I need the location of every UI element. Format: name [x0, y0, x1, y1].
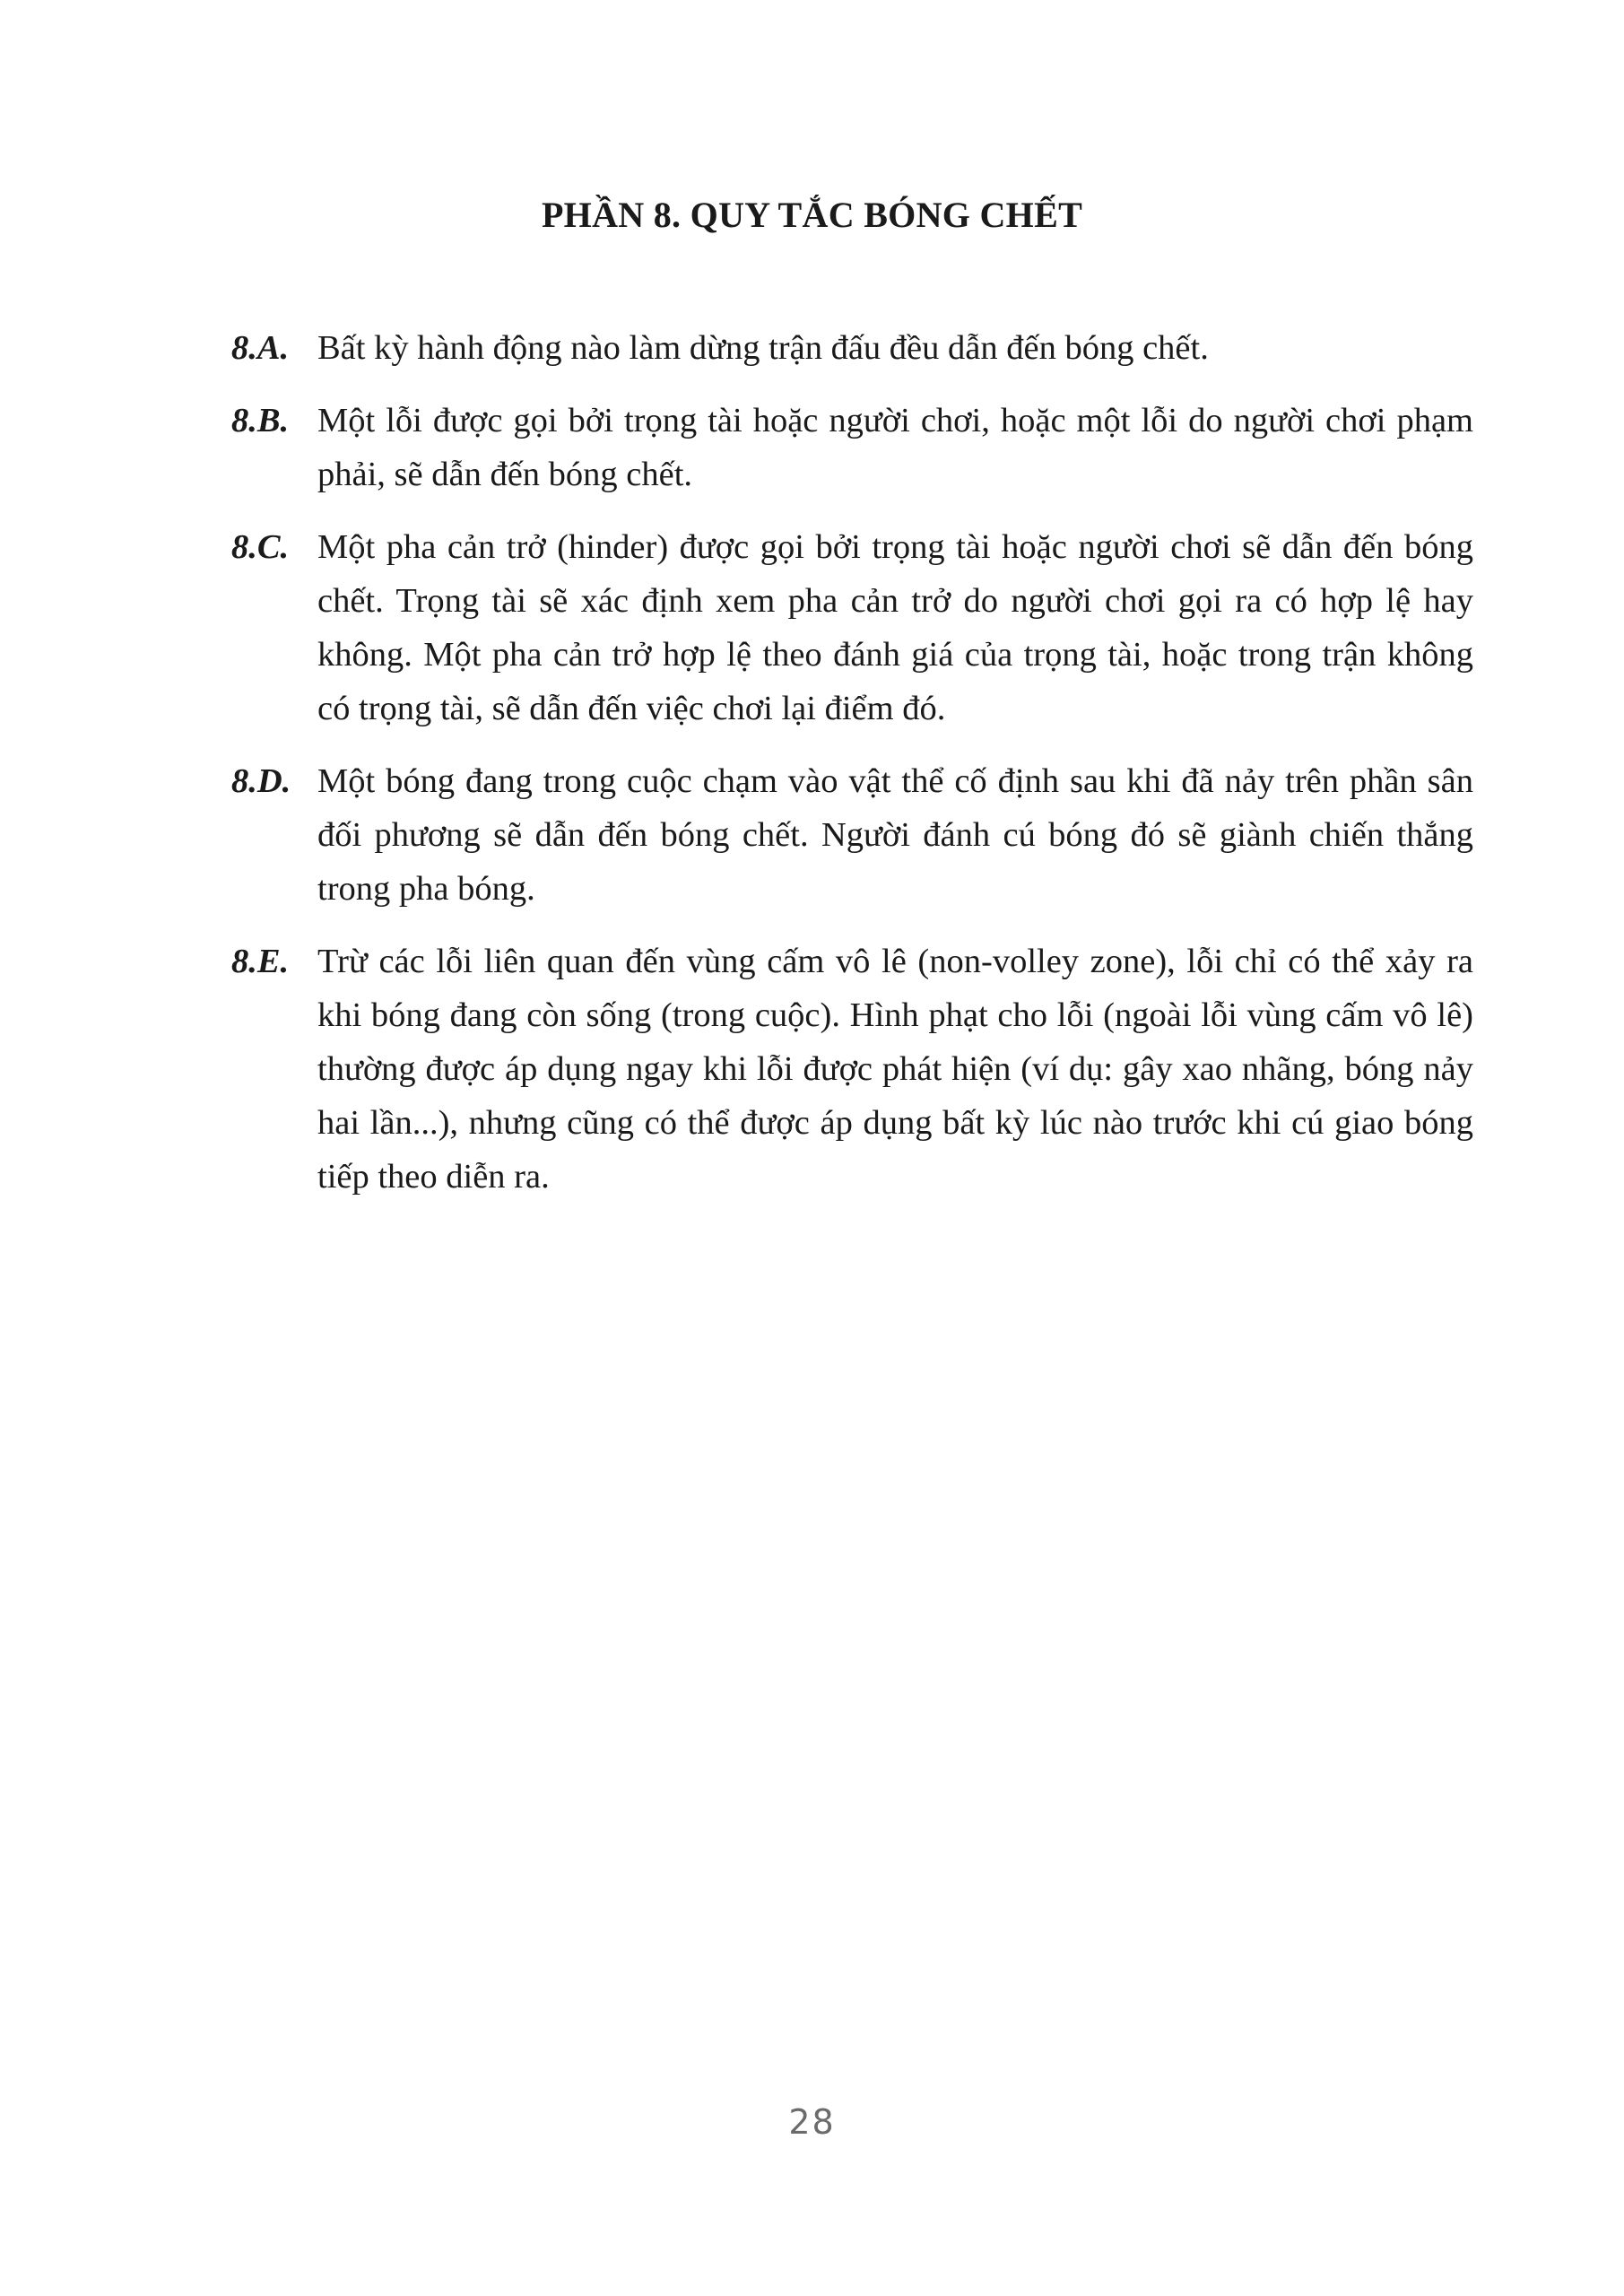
rule-label: 8.C. — [231, 528, 290, 566]
rule-8e — [231, 935, 1473, 1204]
rule-8b — [231, 394, 1473, 501]
rule-label: 8.E. — [231, 943, 290, 980]
rule-label: 8.D. — [231, 762, 291, 800]
page-number: 28 — [788, 2102, 836, 2142]
rule-text: Trừ các lỗi liên quan đến vùng cấm vô lê (non-volley zone), lỗi chỉ có thể xảy ra khi bóng đang còn sống (trong cuộc). Hình phạt cho lỗi (ngoài lỗi vùng cấm vô lê) thường được áp dụng ngay khi lỗi được phát hiện (ví dụ: gây xao nhãng, bóng nảy hai lần...), nhưng cũng có thể được áp dụng bất kỳ lúc nào trước khi cú giao bóng tiếp theo diễn ra. — [317, 943, 1473, 1196]
rules-list — [231, 321, 1473, 1222]
rule-text: Một bóng đang trong cuộc chạm vào vật thể cố định sau khi đã nảy trên phần sân đối phương sẽ dẫn đến bóng chết. Người đánh cú bóng đó sẽ giành chiến thắng trong pha bóng. — [317, 762, 1473, 908]
rule-8d — [231, 754, 1473, 916]
rule-text: Một lỗi được gọi bởi trọng tài hoặc người chơi, hoặc một lỗi do người chơi phạm phải, sẽ dẫn đến bóng chết. — [317, 402, 1473, 493]
rule-text: Một pha cản trở (hinder) được gọi bởi trọng tài hoặc người chơi sẽ dẫn đến bóng chết. Trọng tài sẽ xác định xem pha cản trở do người chơi gọi ra có hợp lệ hay không. Một pha cản trở hợp lệ theo đánh giá của trọng tài, hoặc trong trận không có trọng tài, sẽ dẫn đến việc chơi lại điểm đó. — [317, 528, 1473, 727]
rule-8c — [231, 520, 1473, 735]
rule-label: 8.A. — [231, 329, 290, 367]
rule-label: 8.B. — [231, 402, 290, 439]
rule-8a — [231, 321, 1473, 375]
rule-text: Bất kỳ hành động nào làm dừng trận đấu đều dẫn đến bóng chết. — [317, 329, 1209, 367]
page-title: PHẦN 8. QUY TẮC BÓNG CHẾT — [541, 195, 1083, 235]
